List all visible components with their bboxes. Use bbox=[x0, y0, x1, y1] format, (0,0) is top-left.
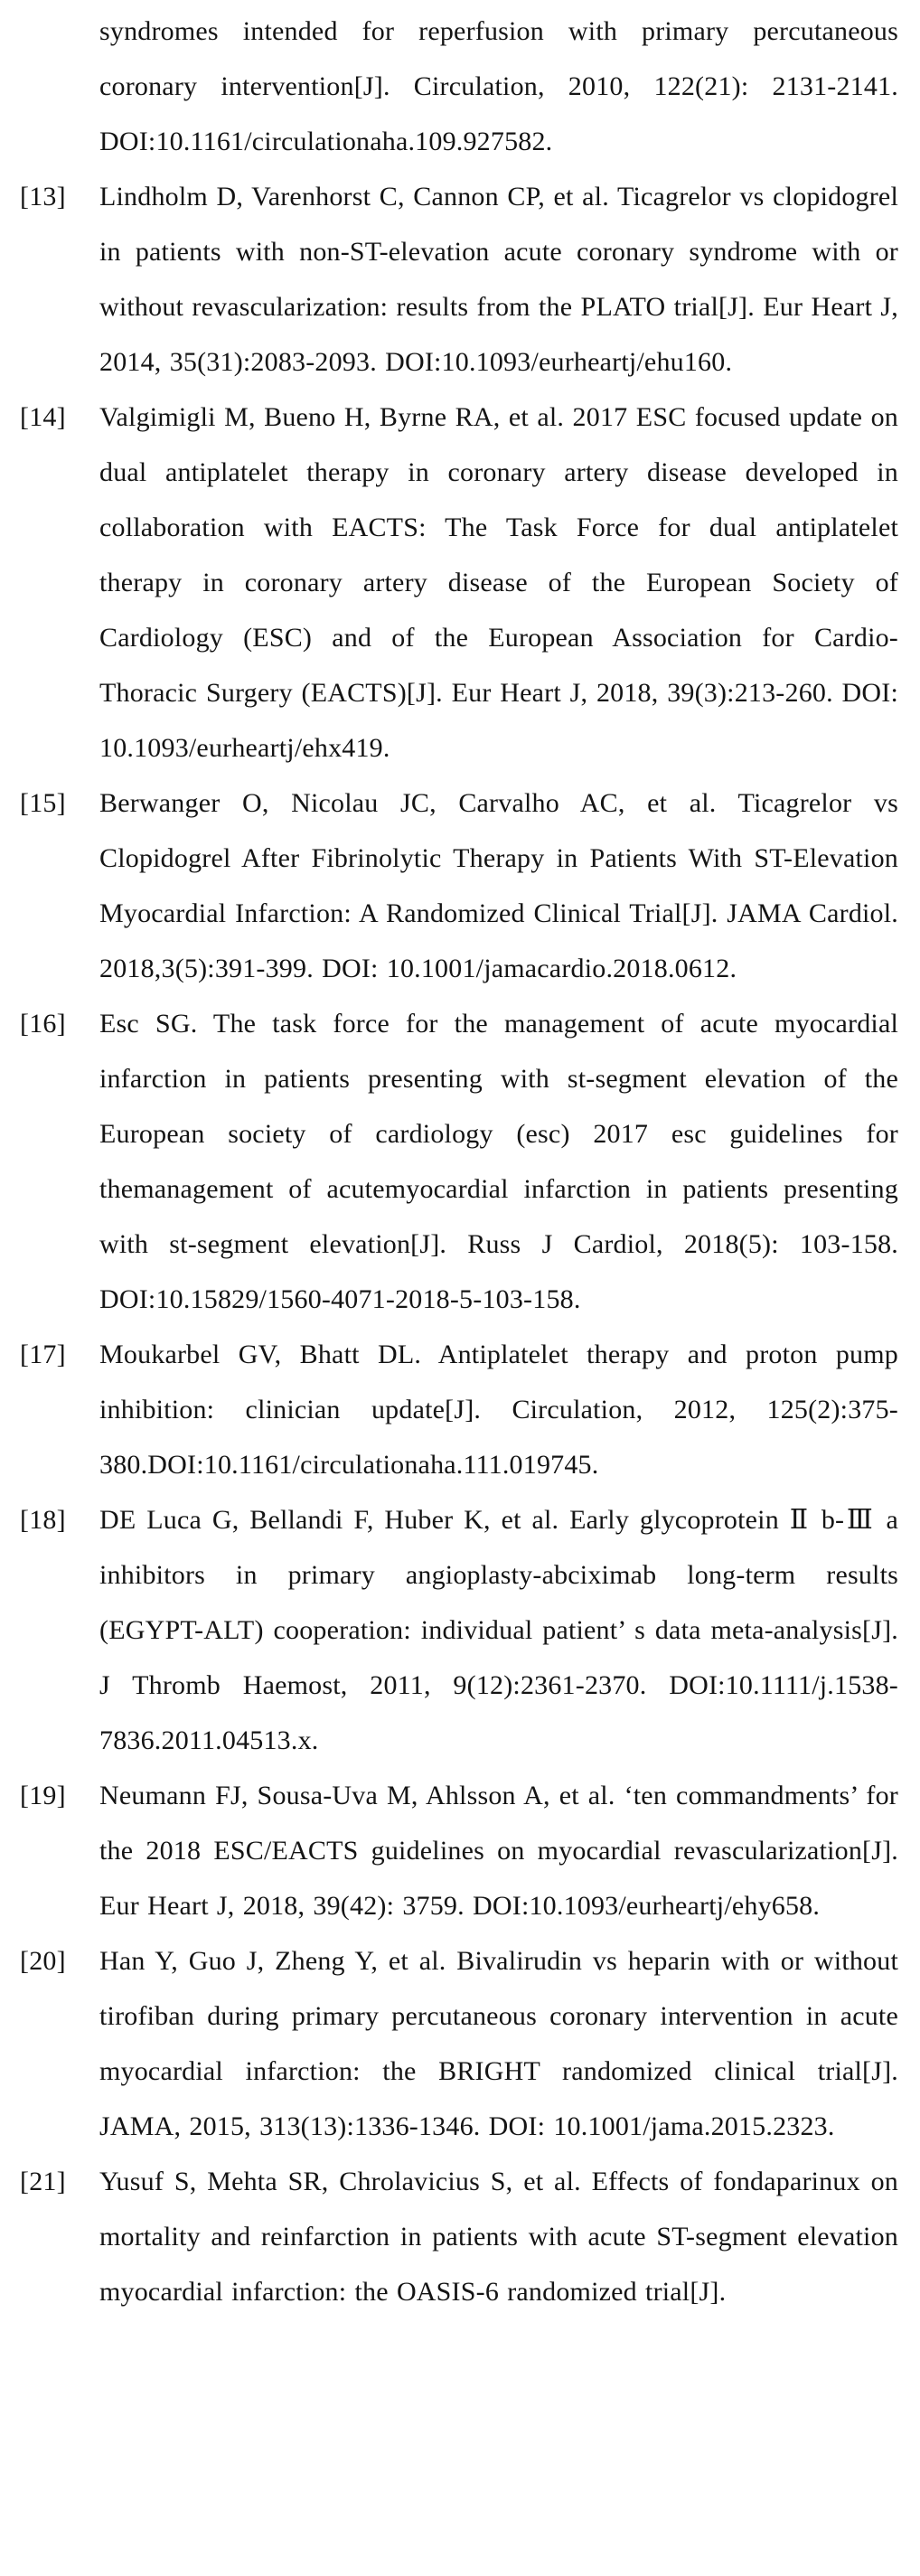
reference-text: Yusuf S, Mehta SR, Chrolavicius S, et al. Effects of fondaparinux on mortality and reinfarction in patients with acute ST-segment elevation myocardial infarction: the OASIS-6 randomized trial[J]. bbox=[99, 2167, 898, 2307]
reference-text: Han Y, Guo J, Zheng Y, et al. Bivalirudin vs heparin with or without tirofiban during primary percutaneous coronary intervention in acute myocardial infarction: the BRIGHT randomized clinical trial[J]. JAMA, 2015, 313(13):1336-1346. DOI: 10.1001/jama.2015.2323. bbox=[99, 1946, 898, 2141]
reference-item-17 bbox=[20, 1327, 898, 1492]
reference-item-15 bbox=[20, 776, 898, 996]
reference-text: Valgimigli M, Bueno H, Byrne RA, et al. 2017 ESC focused update on dual antiplatelet therapy in coronary artery disease developed in collaboration with EACTS: The Task Force for dual antiplatelet therapy in coronary artery disease of the European Society of Cardiology (ESC) and of the European Association for Cardio-Thoracic Surgery (EACTS)[J]. Eur Heart J, 2018, 39(3):213-260. DOI: 10.1093/eurheartj/ehx419. bbox=[99, 402, 898, 763]
reference-number: [18] bbox=[20, 1505, 66, 1535]
reference-number: [13] bbox=[20, 182, 66, 212]
reference-item-16 bbox=[20, 996, 898, 1327]
reference-number: [16] bbox=[20, 1009, 66, 1039]
reference-text: syndromes intended for reperfusion with primary percutaneous coronary intervention[J]. Circulation, 2010, 122(21): 2131-2141. DOI:10.1161/circulationaha.109.927582. bbox=[99, 16, 898, 156]
reference-text: Berwanger O, Nicolau JC, Carvalho AC, et al. Ticagrelor vs Clopidogrel After Fibrinolytic Therapy in Patients With ST-Elevation Myocardial Infarction: A Randomized Clinical Trial[J]. JAMA Cardiol. 2018,3(5):391-399. DOI: 10.1001/jamacardio.2018.0612. bbox=[99, 788, 898, 983]
reference-item-13 bbox=[20, 169, 898, 390]
reference-text: DE Luca G, Bellandi F, Huber K, et al. Early glycoprotein Ⅱ b-Ⅲ a inhibitors in primary angioplasty-abciximab long-term results (EGYPT-ALT) cooperation: individual patient’ s data meta-analysis[J]. J Thromb Haemost, 2011, 9(12):2361-2370. DOI:10.1111/j.1538-7836.2011.04513.x. bbox=[99, 1505, 898, 1755]
reference-number: [14] bbox=[20, 402, 66, 432]
reference-text: Esc SG. The task force for the management of acute myocardial infarction in patients presenting with st-segment elevation of the European society of cardiology (esc) 2017 esc guidelines for themanagement of acutemyocardial infarction in patients presenting with st-segment elevation[J]. Russ J Cardiol, 2018(5): 103-158. DOI:10.15829/1560-4071-2018-5-103-158. bbox=[99, 1009, 898, 1314]
reference-item-18 bbox=[20, 1492, 898, 1768]
reference-text: Moukarbel GV, Bhatt DL. Antiplatelet therapy and proton pump inhibition: clinician update[J]. Circulation, 2012, 125(2):375-380.DOI:10.1161/circulationaha.111.019745. bbox=[99, 1340, 898, 1480]
reference-item-20 bbox=[20, 1933, 898, 2154]
reference-item-14 bbox=[20, 390, 898, 776]
reference-item-21 bbox=[20, 2154, 898, 2319]
reference-item-19 bbox=[20, 1768, 898, 1933]
reference-text: Neumann FJ, Sousa-Uva M, Ahlsson A, et al. ‘ten commandments’ for the 2018 ESC/EACTS guidelines on myocardial revascularization[J]. Eur Heart J, 2018, 39(42): 3759. DOI:10.1093/eurheartj/ehy658. bbox=[99, 1781, 898, 1921]
reference-text: Lindholm D, Varenhorst C, Cannon CP, et al. Ticagrelor vs clopidogrel in patients with non-ST-elevation acute coronary syndrome with or without revascularization: results from the PLATO trial[J]. Eur Heart J, 2014, 35(31):2083-2093. DOI:10.1093/eurheartj/ehu160. bbox=[99, 182, 898, 377]
reference-number: [21] bbox=[20, 2167, 66, 2196]
reference-item-12-continued bbox=[20, 4, 898, 169]
reference-number: [20] bbox=[20, 1946, 66, 1976]
reference-number: [17] bbox=[20, 1340, 66, 1369]
reference-number: [15] bbox=[20, 788, 66, 818]
reference-number: [19] bbox=[20, 1781, 66, 1810]
